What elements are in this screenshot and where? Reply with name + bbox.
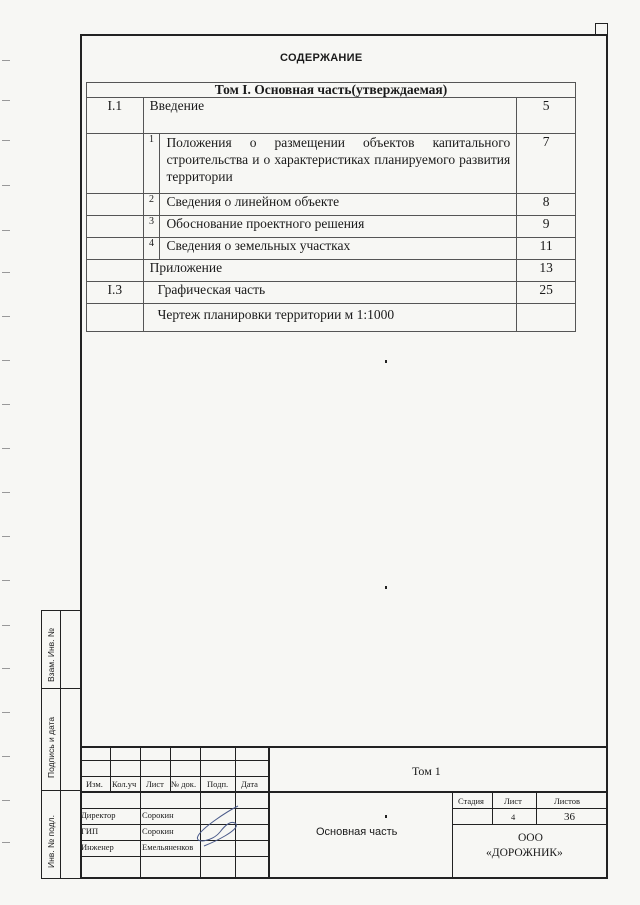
- row-code: [87, 238, 144, 260]
- sheet-label: Лист: [504, 796, 522, 806]
- col-header-podp: Подп.: [207, 779, 229, 789]
- row-title: Приложение: [143, 260, 517, 282]
- signer-name: Сорокин: [142, 810, 174, 820]
- org-name-line2: «ДОРОЖНИК»: [486, 847, 563, 859]
- col-header-list: Лист: [146, 779, 164, 789]
- row-title: Чертеж планировки территории м 1:1000: [143, 304, 517, 332]
- margin-tick: [2, 140, 10, 141]
- margin-tick: [2, 230, 10, 231]
- row-title: Введение: [143, 98, 517, 134]
- col-header-kolych: Кол.уч: [112, 779, 137, 789]
- table-row: [87, 238, 576, 260]
- sheets-value: 36: [564, 811, 575, 823]
- margin-tick: [2, 756, 10, 757]
- contents-table: [86, 82, 576, 332]
- section-title: Основная часть: [316, 826, 398, 838]
- margin-tick: [2, 404, 10, 405]
- margin-tick: [2, 185, 10, 186]
- vzam-inv-label: Взам. Инв. №: [46, 627, 56, 682]
- row-code: [87, 216, 144, 238]
- margin-tick: [2, 272, 10, 273]
- strip-cell-line: [41, 790, 80, 791]
- row-title: Сведения о линейном объекте: [160, 194, 517, 216]
- row-code: I.1: [87, 98, 144, 134]
- margin-tick: [2, 580, 10, 581]
- row-code: [87, 194, 144, 216]
- row-title: Обоснование проектного решения: [160, 216, 517, 238]
- table-row: [87, 134, 576, 194]
- scan-speck: [385, 586, 387, 589]
- margin-tick: [2, 316, 10, 317]
- table-row: [87, 194, 576, 216]
- sheet-value: 4: [511, 812, 516, 822]
- row-page: 5: [517, 98, 576, 134]
- row-page: 11: [517, 238, 576, 260]
- row-title: Положения о размещении объектов капитального строительства и о характеристиках планируемого развития территории: [160, 134, 517, 194]
- margin-tick: [2, 492, 10, 493]
- row-code: I.3: [87, 282, 144, 304]
- table-row: [87, 216, 576, 238]
- page-title: СОДЕРЖАНИЕ: [280, 52, 363, 64]
- margin-tick: [2, 842, 10, 843]
- margin-tick: [2, 625, 10, 626]
- table-row: [87, 304, 576, 332]
- row-page: 8: [517, 194, 576, 216]
- stage-label: Стадия: [458, 796, 484, 806]
- document-title: Том 1: [412, 764, 441, 778]
- row-code: [87, 304, 144, 332]
- margin-tick: [2, 668, 10, 669]
- row-subnumber: 2: [143, 194, 160, 216]
- signer-name: Сорокин: [142, 826, 174, 836]
- col-header-data: Дата: [241, 779, 258, 789]
- org-name-line1: ООО: [518, 832, 543, 844]
- signature-date-label: Подпись и дата: [46, 716, 56, 778]
- inv-podl-label: Инв. № подл.: [46, 815, 56, 868]
- row-subnumber: 1: [143, 134, 160, 194]
- frame-corner-box: [595, 23, 608, 36]
- row-title: Графическая часть: [143, 282, 517, 304]
- strip-divider: [60, 610, 61, 879]
- sheets-label: Листов: [554, 796, 580, 806]
- table-row: [87, 282, 576, 304]
- signer-name: Емельяненков: [142, 842, 194, 852]
- scan-speck: [385, 360, 387, 363]
- row-subnumber: 3: [143, 216, 160, 238]
- row-page: 13: [517, 260, 576, 282]
- signer-role: ГИП: [81, 826, 99, 836]
- volume-header-row: [87, 83, 576, 98]
- title-block: [80, 746, 608, 879]
- row-subnumber: 4: [143, 238, 160, 260]
- margin-tick: [2, 100, 10, 101]
- table-row: [87, 260, 576, 282]
- row-page: 7: [517, 134, 576, 194]
- signature-scribble: [190, 802, 250, 848]
- margin-tick: [2, 712, 10, 713]
- margin-tick: [2, 60, 10, 61]
- margin-tick: [2, 536, 10, 537]
- row-title: Сведения о земельных участках: [160, 238, 517, 260]
- row-page: 9: [517, 216, 576, 238]
- margin-tick: [2, 800, 10, 801]
- col-header-ndok: № док.: [171, 779, 197, 789]
- row-code: [87, 260, 144, 282]
- col-header-izm: Изм.: [86, 779, 103, 789]
- row-page: [517, 304, 576, 332]
- signer-role: Директор: [81, 810, 116, 820]
- row-code: [87, 134, 144, 194]
- margin-tick: [2, 360, 10, 361]
- signer-role: Инженер: [81, 842, 114, 852]
- margin-tick: [2, 448, 10, 449]
- strip-cell-line: [41, 688, 80, 689]
- volume-header: Том I. Основная часть(утверждаемая): [87, 83, 576, 98]
- table-row: [87, 98, 576, 134]
- row-page: 25: [517, 282, 576, 304]
